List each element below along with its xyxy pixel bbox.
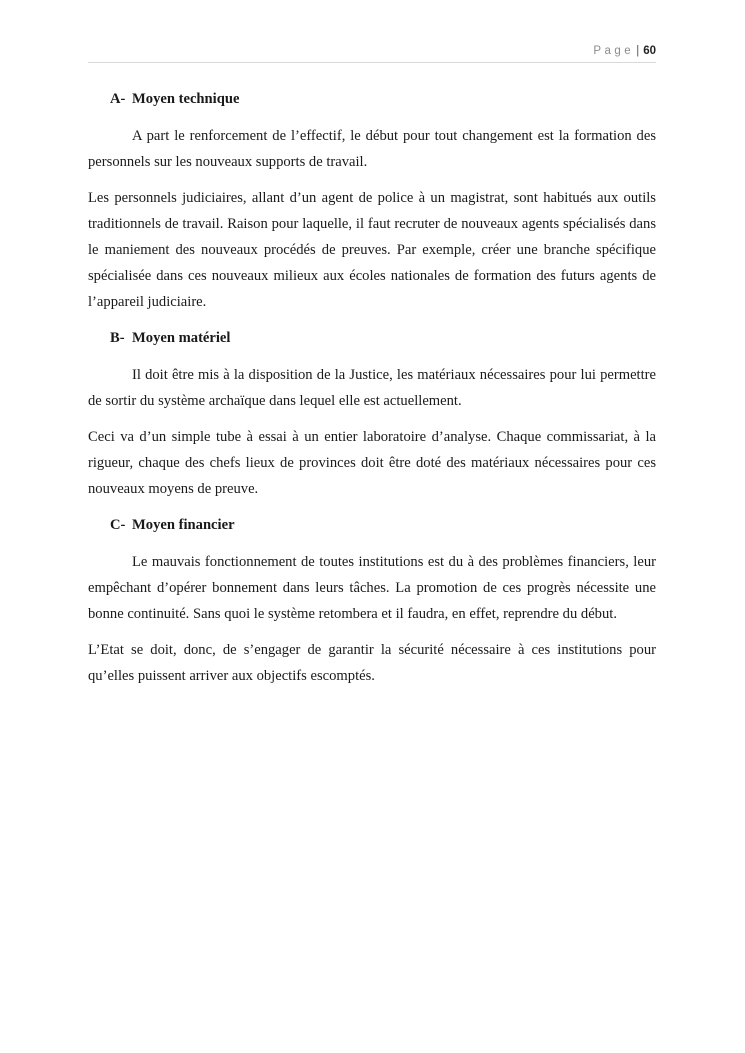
page-number: 60: [643, 45, 656, 57]
document-body: [88, 86, 656, 699]
section-title: Moyen matériel: [132, 330, 231, 346]
section-letter: C-: [110, 517, 126, 533]
section-title: Moyen financier: [132, 517, 235, 533]
paragraph: Ceci va d’un simple tube à essai à un entier laboratoire d’analyse. Chaque commissariat, à la rigueur, chaque des chefs lieux de provinces doit être doté des matériaux nécessaires pour ces nouveaux moyens de preuve.: [88, 429, 656, 497]
paragraph: Le mauvais fonctionnement de toutes institutions est du à des problèmes financiers, leur empêchant d’opérer bonnement dans leurs tâches. La promotion de ces progrès nécessite une bonne continuité. Sans quoi le système retombera et il faudra, en effet, reprendre du début.: [88, 554, 656, 622]
page-header: [88, 40, 656, 63]
section-heading-a: [110, 86, 656, 112]
page-separator: |: [636, 45, 640, 57]
paragraph: A part le renforcement de l’effectif, le début pour tout changement est la formation des personnels sur les nouveaux supports de travail.: [88, 128, 656, 170]
page-label: Page: [593, 45, 635, 57]
paragraph: L’Etat se doit, donc, de s’engager de garantir la sécurité nécessaire à ces institutions pour qu’elles puissent arriver aux objectifs escomptés.: [88, 642, 656, 684]
paragraph: Les personnels judiciaires, allant d’un agent de police à un magistrat, sont habitués aux outils traditionnels de travail. Raison pour laquelle, il faut recruter de nouveaux agents spécialisés dans le maniement des nouveaux procédés de preuves. Par exemple, créer une branche spécifique spécialisée dans ces nouveaux milieux aux écoles nationales de formation des futurs agents de l’appareil judiciaire.: [88, 190, 656, 310]
section-letter: A-: [110, 91, 126, 107]
section-letter: B-: [110, 330, 125, 346]
section-title: Moyen technique: [132, 91, 240, 107]
paragraph: Il doit être mis à la disposition de la Justice, les matériaux nécessaires pour lui permettre de sortir du système archaïque dans lequel elle est actuellement.: [88, 367, 656, 409]
section-heading-b: [110, 325, 656, 351]
section-heading-c: [110, 512, 656, 538]
